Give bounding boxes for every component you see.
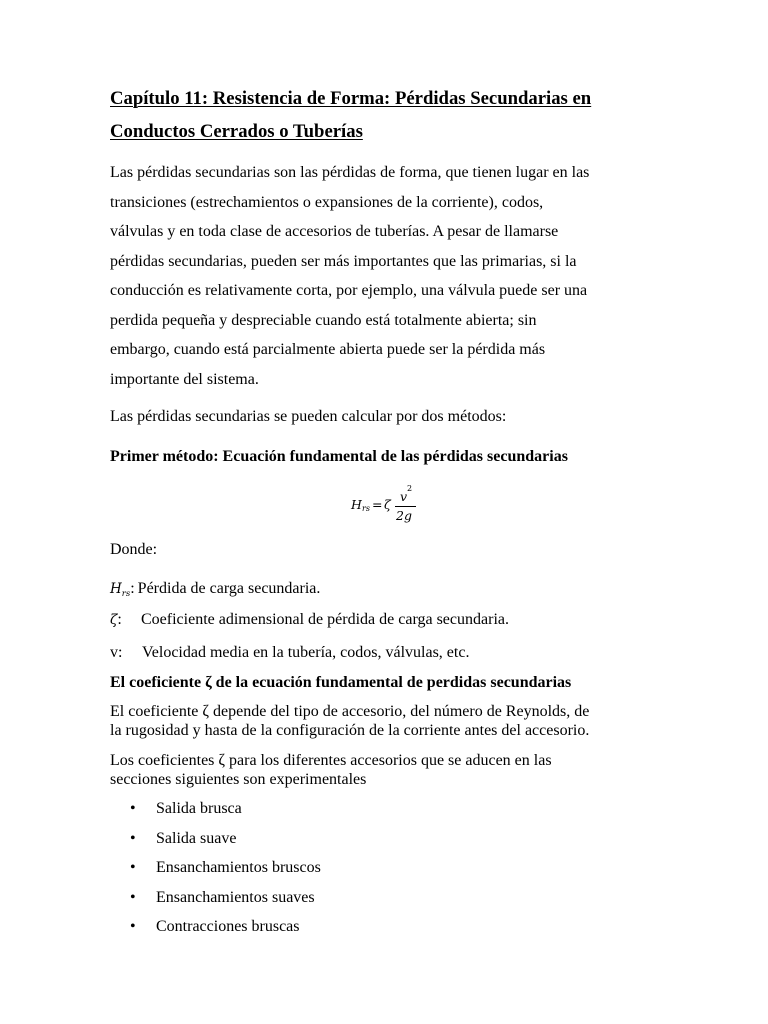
chapter-title — [110, 83, 591, 148]
definition-symbol: H — [110, 581, 122, 597]
equation-fraction-bar — [395, 506, 416, 507]
intro-line: importante del sistema. — [110, 370, 259, 388]
chapter-title-line-2: Conductos Cerrados o Tuberías — [110, 120, 363, 142]
list-item-text: Ensanchamientos suaves — [156, 888, 315, 906]
intro-line: pérdidas secundarias, pueden ser más importantes que las primarias, si la — [110, 252, 577, 270]
methods-intro: Las pérdidas secundarias se pueden calcular por dos métodos: — [110, 408, 507, 425]
equation-coefficient: ζ — [384, 497, 391, 512]
method1-heading: Primer método: Ecuación fundamental de las pérdidas secundarias — [110, 448, 568, 465]
equation-lhs-subscript: rs — [362, 504, 370, 513]
equation-denominator: 2g — [396, 508, 412, 523]
definition-text: Pérdida de carga secundaria. — [137, 580, 321, 597]
intro-line: perdida pequeña y despreciable cuando está totalmente abierta; sin — [110, 311, 537, 329]
accessory-list — [0, 794, 768, 942]
definition-symbol: v — [110, 644, 118, 661]
intro-line: transiciones (estrechamientos o expansiones de la corriente), codos, — [110, 193, 544, 211]
list-item — [0, 883, 768, 913]
definition-velocity — [110, 643, 470, 663]
intro-line: conducción es relativamente corta, por ejemplo, una válvula puede ser una — [110, 282, 588, 299]
list-item — [0, 824, 768, 854]
intro-paragraph — [110, 158, 589, 394]
equation-numerator-superscript: 2 — [407, 484, 413, 493]
definition-zeta — [110, 610, 509, 630]
chapter-title-line-1: Capítulo 11: Resistencia de Forma: Pérdidas Secundarias en — [110, 88, 592, 109]
coefficient-heading: El coeficiente ζ de la ecuación fundamental de perdidas secundarias — [110, 674, 572, 691]
list-item — [0, 853, 768, 883]
intro-line: embargo, cuando está parcialmente abierta puede ser la pérdida más — [110, 341, 546, 358]
bullet-icon: • — [130, 918, 136, 935]
bullet-icon: • — [130, 829, 136, 847]
equation-lhs: H — [351, 497, 362, 512]
intro-line: válvulas y en toda clase de accesorios de tuberías. A pesar de llamarse — [110, 223, 559, 240]
bullet-icon: • — [130, 888, 136, 906]
definition-colon: : — [118, 644, 123, 661]
experimental-paragraph-line: secciones siguientes son experimentales — [110, 771, 367, 788]
list-item-text: Salida brusca — [156, 800, 242, 817]
definition-colon: : — [117, 611, 122, 628]
loss-equation — [345, 480, 425, 526]
intro-line: Las pérdidas secundarias son las pérdidas de forma, que tienen lugar en las — [110, 164, 590, 181]
definition-hrs — [110, 579, 320, 599]
where-label: Donde: — [110, 541, 158, 558]
list-item — [0, 912, 768, 942]
equation-equals: = — [372, 497, 383, 512]
list-item-text: Contracciones bruscas — [156, 918, 300, 935]
bullet-icon: • — [130, 859, 136, 876]
coefficient-paragraph-line: la rugosidad y hasta de la configuración de la corriente antes del accesorio. — [110, 722, 590, 739]
coefficient-paragraph-line: El coeficiente ζ depende del tipo de accesorio, del número de Reynolds, de — [110, 703, 590, 720]
equation-numerator: v — [400, 489, 408, 504]
list-item-text: Ensanchamientos bruscos — [156, 859, 321, 876]
bullet-icon: • — [130, 800, 136, 817]
list-item-text: Salida suave — [156, 829, 237, 847]
definition-text: Coeficiente adimensional de pérdida de carga secundaria. — [141, 611, 509, 628]
definition-text: Velocidad media en la tubería, codos, válvulas, etc. — [142, 644, 470, 661]
coefficient-paragraph — [110, 702, 589, 740]
definition-symbol: ζ — [110, 612, 118, 628]
experimental-paragraph-line: Los coeficientes ζ para los diferentes accesorios que se aducen en las — [110, 752, 552, 769]
list-item — [0, 794, 768, 824]
definition-symbol-subscript: rs — [121, 589, 131, 599]
definition-colon: : — [130, 580, 135, 597]
experimental-paragraph — [110, 751, 552, 789]
